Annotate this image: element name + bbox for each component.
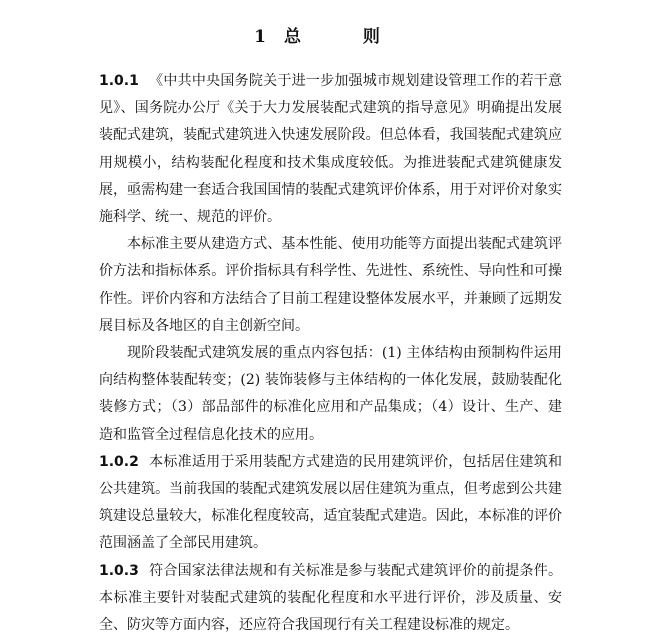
clause-1-0-1-paragraph-2	[99, 231, 562, 340]
paragraph-text: 本标准主要从建造方式、基本性能、使用功能等方面提出装配式建筑评价方法和指标体系。评价指标具有科学性、先进性、系统性、导向性和可操作性。评价内容和方法结合了目前工程建设整体发展水平，并兼顾了远期发展目标及各地区的自主创新空间。	[99, 236, 562, 334]
paragraph-text: 《中共中央国务院关于进一步加强城市规划建设管理工作的若干意见》、国务院办公厅《关于大力发展装配式建筑的指导意见》明确提出发展装配式建筑，装配式建筑进入快速发展阶段。但总体看，我国装配式建筑应用规模小，结构装配化程度和技术集成度较低。为推进装配式建筑健康发展，亟需构建一套适合我国国情的装配式建筑评价体系，用于对评价对象实施科学、统一、规范的评价。	[99, 73, 562, 226]
paragraph-text: 符合国家法律法规和有关标准是参与装配式建筑评价的前提条件。本标准主要针对装配式建筑的装配化程度和水平进行评价，涉及质量、安全、防灾等方面内容，还应符合我国现行有关工程建设标准的规定。	[99, 562, 562, 634]
clause-1-0-2-paragraph-1	[99, 449, 562, 558]
chapter-body	[99, 68, 562, 639]
chapter-heading	[0, 22, 662, 47]
chapter-title: 总 则	[283, 27, 408, 47]
paragraph-text: 本标准适用于采用装配方式建造的民用建筑评价，包括居住建筑和公共建筑。当前我国的装配式建筑发展以居住建筑为重点，但考虑到公共建筑建设总量较大，标准化程度较高，适宜装配式建造。因此，本标准的评价范围涵盖了全部民用建筑。	[99, 453, 562, 552]
paragraph-text: 现阶段装配式建筑发展的重点内容包括：(1) 主体结构由预制构件运用向结构整体装配转变；(2) 装饰装修与主体结构的一体化发展，鼓励装配化装修方式；（3）部品部件的标准化应用和产品集成；（4）设计、生产、建造和监管全过程信息化技术的应用。	[99, 345, 562, 443]
clause-number: 1.0.1	[99, 73, 139, 89]
clause-1-0-1-paragraph-1	[99, 68, 562, 231]
chapter-number: 1	[254, 27, 268, 47]
clause-number: 1.0.2	[99, 453, 139, 470]
clause-1-0-3-paragraph-1	[99, 558, 562, 639]
clause-number: 1.0.3	[99, 562, 139, 579]
clause-1-0-1-paragraph-3	[99, 340, 562, 449]
